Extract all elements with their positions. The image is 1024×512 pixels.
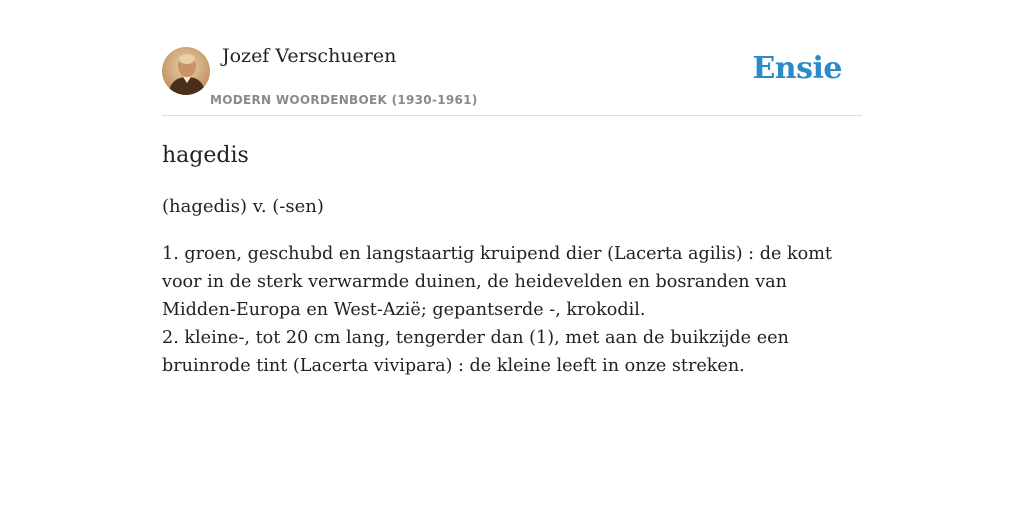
entry-card bbox=[162, 40, 862, 380]
entry-term: hagedis bbox=[162, 143, 249, 168]
entry-grammar: (hagedis) v. (-sen) bbox=[162, 196, 324, 217]
author-portrait-icon bbox=[162, 47, 210, 95]
definition-item: 1. groen, geschubd en langstaartig kruipend dier (Lacerta agilis) : de komt voor in de sterk verwarmde duinen, de heidevelden en bosranden van Midden-Europa en West-Azië; gepantserde -, krokodil. bbox=[162, 244, 832, 320]
ensie-logo[interactable]: Ensie bbox=[752, 51, 842, 86]
definition-item: 2. kleine-, tot 20 cm lang, tengerder dan (1), met aan de buikzijde een bruinrode tint (Lacerta vivipara) : de kleine leeft in onze streken. bbox=[162, 328, 789, 376]
entry-header bbox=[162, 40, 862, 116]
entry-definition bbox=[162, 240, 862, 380]
author-name[interactable]: Jozef Verschueren bbox=[222, 45, 397, 67]
author-avatar[interactable] bbox=[162, 47, 210, 95]
source-label[interactable]: MODERN WOORDENBOEK (1930-1961) bbox=[210, 93, 478, 107]
